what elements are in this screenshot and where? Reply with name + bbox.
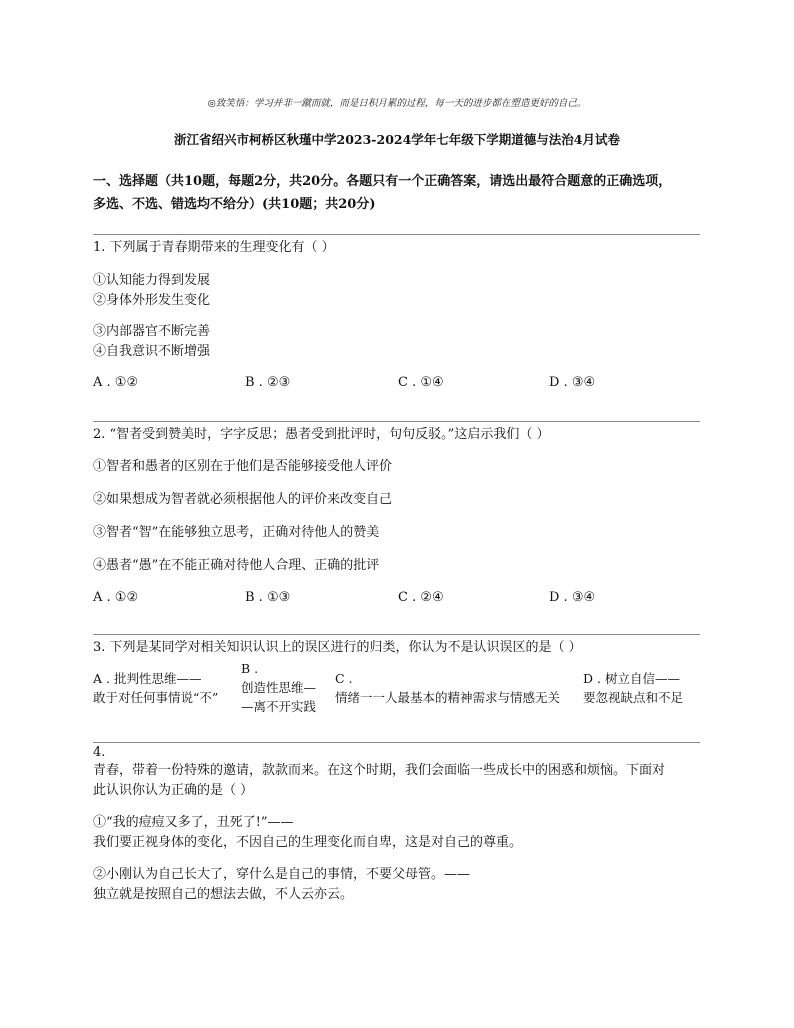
option-b[interactable] <box>241 659 316 716</box>
divider <box>93 634 700 635</box>
question-stem: 3. 下列是某同学对相关知识认识上的误区进行的归类，你认为不是认识误区的是（ ） <box>93 640 582 655</box>
page-title: 浙江省绍兴市柯桥区秋瑾中学2023-2024学年七年级下学期道德与法治4月试卷 <box>174 132 620 147</box>
question-1 <box>93 238 703 395</box>
answer-options <box>93 375 703 395</box>
option-a[interactable]: A . ①② <box>93 375 139 390</box>
question-statement: 我们要正视身体的变化，不因自己的生理变化而自卑，这是对自己的尊重。 <box>93 835 523 850</box>
option-b-line1: B . <box>241 661 259 676</box>
option-c[interactable] <box>335 669 560 707</box>
option-b[interactable]: B . ①③ <box>245 590 291 605</box>
option-c-line1: C . <box>335 671 353 686</box>
question-statement: 独立就是按照自己的想法去做，不人云亦云。 <box>93 887 354 902</box>
option-a[interactable]: A . ①② <box>93 590 139 605</box>
divider <box>93 742 700 743</box>
motto: ◎致笑悟：学习并非一蹴而就，而是日积月累的过程，每一天的进步都在塑造更好的自己。 <box>207 98 587 109</box>
question-statement: ④愚者“愚”在不能正确对待他人合理、正确的批评 <box>93 558 380 573</box>
option-b-line3: —离不开实践 <box>241 699 317 714</box>
question-2 <box>93 425 703 610</box>
question-3 <box>93 638 703 718</box>
option-d-line2: 要忽视缺点和不足 <box>583 690 684 705</box>
option-d[interactable] <box>583 669 683 707</box>
option-a-line1: A . 批判性思维—— <box>93 671 202 686</box>
question-statement: ①认知能力得到发展 <box>93 273 211 288</box>
option-c[interactable]: C . ①④ <box>398 375 444 390</box>
question-statement: ①“我的痘痘又多了，丑死了!”—— <box>93 815 294 830</box>
question-statement: ②小刚认为自己长大了，穿什么是自己的事情，不要父母管。—— <box>93 867 471 882</box>
section-heading-line1: 一、选择题（共10题，每题2分，共20分。各题只有一个正确答案，请选出最符合题意的正确选项， <box>93 174 672 189</box>
option-d[interactable]: D . ③④ <box>549 375 596 390</box>
question-4 <box>93 744 703 905</box>
section-heading-line2: 多选、不选、错选均不给分）(共10题；共20分) <box>93 197 376 212</box>
question-statement: ③智者“智”在能够独立思考，正确对待他人的赞美 <box>93 525 380 540</box>
section-heading <box>93 170 713 216</box>
option-d[interactable]: D . ③④ <box>549 590 596 605</box>
option-a-line2: 敢于对任何事情说“不” <box>93 690 219 705</box>
question-stem: 2. “智者受到赞美时，字字反思；愚者受到批评时，句句反驳。”这启示我们（ ） <box>93 427 550 442</box>
question-statement: ④自我意识不断增强 <box>93 344 211 359</box>
option-a[interactable] <box>93 669 218 707</box>
option-b[interactable]: B . ②③ <box>245 375 291 390</box>
option-d-line1: D . 树立自信—— <box>583 671 680 686</box>
answer-options <box>93 590 703 610</box>
question-number: 4. <box>93 745 106 760</box>
option-b-line2: 创造性思维— <box>241 680 317 695</box>
question-statement: ②如果想成为智者就必须根据他人的评价来改变自己 <box>93 492 393 507</box>
question-statement: ①智者和愚者的区别在于他们是否能够接受他人评价 <box>93 459 393 474</box>
divider <box>93 421 700 422</box>
option-c-line2: 情绪一一人最基本的精神需求与情感无关 <box>335 690 561 705</box>
question-statement: ②身体外形发生变化 <box>93 293 211 308</box>
question-stem: 1. 下列属于青春期带来的生理变化有（ ） <box>93 240 335 255</box>
question-stem: 青春，带着一份特殊的邀请，款款而来。在这个时期，我们会面临一些成长中的困惑和烦恼。下面对 <box>93 763 666 778</box>
divider <box>93 234 700 235</box>
question-statement: ③内部器官不断完善 <box>93 324 211 339</box>
question-stem: 此认识你认为正确的是（ ） <box>93 783 254 798</box>
option-c[interactable]: C . ②④ <box>398 590 444 605</box>
